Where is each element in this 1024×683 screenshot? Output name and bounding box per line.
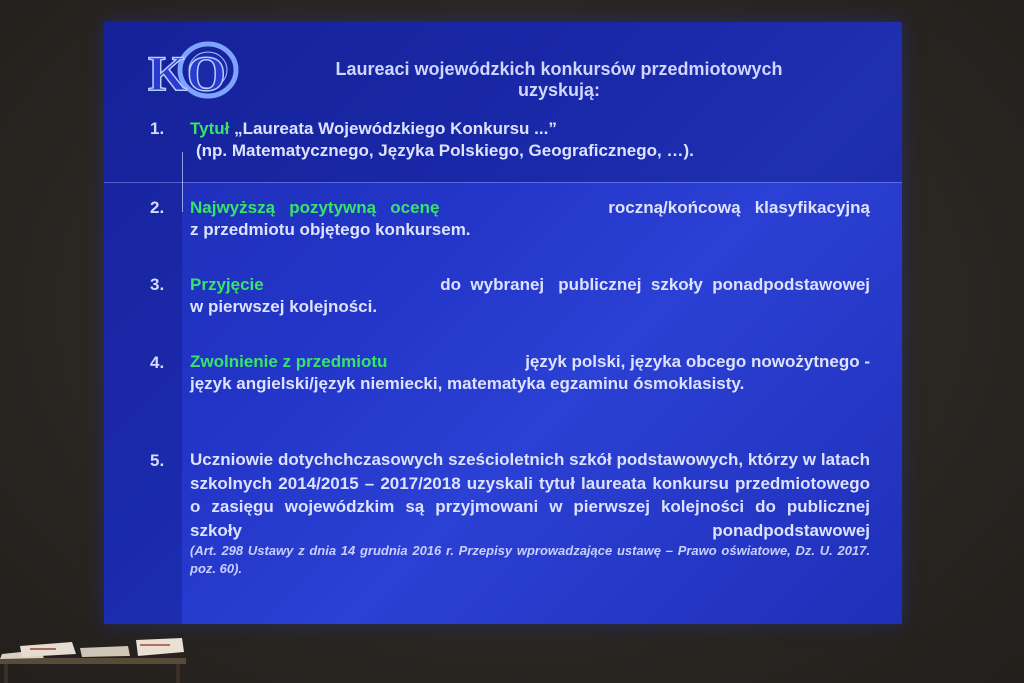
item-2-text-b: z przedmiotu objętego konkursem.: [190, 220, 471, 239]
item-3-text-a: do wybranej publicznej szkoły ponadpodstawowej: [440, 275, 870, 294]
item-3-lead: Przyjęcie: [190, 275, 264, 294]
ko-logo: [142, 40, 242, 102]
item-4-number: 4.: [150, 353, 165, 372]
item-1-text-a: „Laureata Wojewódzkiego Konkursu ...”: [234, 119, 557, 138]
item-3-line1: [190, 274, 870, 296]
item-4-line1: [190, 351, 870, 373]
item-5-number: 5.: [150, 451, 165, 470]
item-2-lead: Najwyższą pozytywną ocenę: [190, 198, 440, 217]
item-4-lead: Zwolnienie z przedmiotu: [190, 352, 388, 371]
slide-left-band: [104, 182, 182, 624]
slide-vertical-rule: [182, 152, 183, 212]
item-3-text-b: w pierwszej kolejności.: [190, 297, 378, 316]
item-4: [190, 351, 870, 395]
item-1-number: 1.: [150, 119, 165, 138]
item-1-lead: Tytuł: [190, 119, 230, 138]
item-1-text-b: (np. Matematycznego, Języka Polskiego, Geograficznego, …).: [196, 141, 694, 160]
item-2: [190, 197, 870, 241]
ko-logo-letter: KO: [148, 45, 226, 101]
item-2-line1: [190, 197, 870, 219]
item-5: [190, 448, 870, 578]
slide-horizontal-rule: [104, 182, 902, 183]
slide-title-line1: Laureaci wojewódzkich konkursów przedmiotowych: [335, 59, 783, 79]
item-5-text: Uczniowie dotychchczasowych sześcioletnich szkół podstawowych, którzy w latach szkolnych 2014/2015 – 2017/2018 uzyskali tytuł laureata konkursu przedmiotowego o zasięgu wojewódzkim są przyjmowani w pierwszej kolejności do publicznej szkoły ponadpodstawowej: [190, 450, 870, 540]
item-4-text-b: język angielski/język niemiecki, matematyka egzaminu ósmoklasisty.: [190, 374, 745, 393]
slide-title: [254, 59, 864, 101]
item-3: [190, 274, 870, 318]
item-3-number: 3.: [150, 275, 165, 294]
item-2-text-a: roczną/końcową klasyfikacyjną: [608, 198, 870, 217]
item-2-number: 2.: [150, 198, 165, 217]
item-1-line1: [190, 118, 870, 140]
slide-title-line2: uzyskują:: [517, 80, 601, 100]
item-1: [190, 118, 870, 162]
item-4-text-a: język polski, języka obcego nowożytnego -: [525, 352, 870, 371]
table-with-papers: [0, 638, 190, 683]
item-5-note: (Art. 298 Ustawy z dnia 14 grudnia 2016 r. Przepisy wprowadzające ustawę – Prawo oświatowe, Dz. U. 2017. poz. 60).: [190, 543, 870, 576]
projection-screen: [104, 22, 902, 624]
